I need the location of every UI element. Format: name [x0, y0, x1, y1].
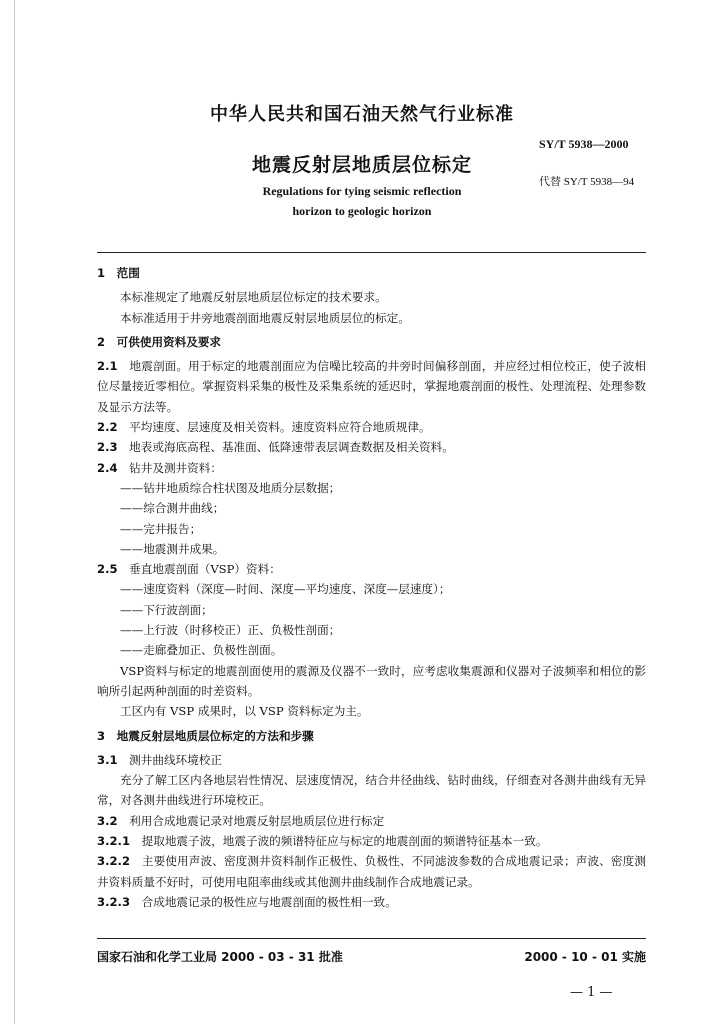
- clause-text: 地表或海底高程、基准面、低降速带表层调查数据及相关资料。: [129, 440, 454, 455]
- clause-number: 3.2.3: [97, 894, 131, 909]
- clause: [97, 811, 646, 831]
- section-heading: 3 地震反射层地质层位标定的方法和步骤: [97, 728, 314, 743]
- effective-date: 2000 - 10 - 01 实施: [524, 950, 646, 964]
- clause-number: 2.3: [97, 440, 118, 455]
- clause-text: 合成地震记录的极性应与地震剖面的极性相一致。: [141, 894, 397, 909]
- clause: [97, 458, 646, 478]
- clause-text: 垂直地震剖面（VSP）资料：: [129, 562, 281, 577]
- clause-number: 2.5: [97, 562, 118, 577]
- list-item: ——下行波剖面；: [120, 602, 213, 617]
- paragraph: 本标准规定了地震反射层地质层位标定的技术要求。: [120, 290, 387, 305]
- clause-text: 主要使用声波、密度测井资料制作正极性、负极性、不同滤波参数的合成地震记录；声波、密度测井资料质量不好时，可使用电阻率曲线或其他测井曲线制作合成地震记录。: [97, 854, 646, 889]
- document-title-cn: 地震反射层地质层位标定: [251, 154, 472, 176]
- list-item: ——上行波（时移校正）正、负极性剖面；: [120, 623, 341, 638]
- header-divider: [97, 252, 646, 253]
- clause: [97, 417, 646, 437]
- list-item: ——地震测井成果。: [120, 541, 225, 556]
- clause-text: 平均速度、层速度及相关资料。速度资料应符合地质规律。: [129, 420, 431, 435]
- paragraph: 工区内有 VSP 成果时，以 VSP 资料标定为主。: [120, 704, 369, 719]
- clause: [97, 892, 646, 912]
- document-body: [97, 263, 646, 912]
- footer-divider: [97, 938, 646, 939]
- list-item: ——走廊叠加正、负极性剖面。: [120, 643, 283, 658]
- standard-number: SY/T 5938—2000: [539, 137, 629, 151]
- page-number: — 1 —: [570, 985, 613, 1000]
- clause-text: 提取地震子波，地震子波的频谱特征应与标定的地震剖面的频谱特征基本一致。: [141, 834, 548, 849]
- clause: [97, 437, 646, 457]
- clause-text: 利用合成地震记录对地震反射层地质层位进行标定: [129, 813, 385, 828]
- list-item: ——综合测井曲线；: [120, 501, 225, 516]
- clause: [97, 851, 646, 892]
- clause-number: 2.2: [97, 420, 118, 435]
- clause-text: 地震剖面。用于标定的地震剖面应为信噪比较高的井旁时间偏移剖面，并应经过相位校正，使子波相位尽量接近零相位。掌握资料采集的极性及采集系统的延迟时，掌握地震剖面的极性、处理流程、处理参数及显示方法等。: [97, 359, 646, 414]
- paragraph: 本标准适用于井旁地震剖面地震反射层地质层位的标定。: [120, 310, 410, 325]
- approval-date: 国家石油和化学工业局 2000 - 03 - 31 批准: [97, 950, 343, 964]
- section-heading: 2 可供使用资料及要求: [97, 334, 222, 349]
- replaces-standard: 代替 SY/T 5938—94: [539, 176, 635, 188]
- clause: [97, 831, 646, 851]
- clause-text: 测井曲线环境校正: [129, 752, 222, 767]
- paragraph: 充分了解工区内各地层岩性情况、层速度情况，结合井径曲线、钻时曲线，仔细查对各测井曲线有无异常，对各测井曲线进行环境校正。: [97, 773, 646, 808]
- standard-organization-header: 中华人民共和国石油天然气行业标准: [210, 104, 514, 125]
- list-item: ——速度资料（深度—时间、深度—平均速度、深度—层速度）；: [120, 582, 451, 597]
- paragraph: VSP资料与标定的地震剖面使用的震源及仪器不一致时，应考虑收集震源和仪器对子波频率和相位的影响所引起两种剖面的时差资料。: [97, 663, 646, 698]
- clause-text: 钻井及测井资料：: [129, 460, 222, 475]
- clause-number: 2.1: [97, 359, 118, 374]
- clause-number: 3.1: [97, 752, 118, 767]
- clause-number: 3.2: [97, 813, 118, 828]
- section-heading: 1 范围: [97, 266, 140, 280]
- clause-number: 2.4: [97, 460, 118, 475]
- list-item: ——钻井地质综合柱状图及地质分层数据；: [120, 480, 341, 495]
- clause-number: 3.2.1: [97, 834, 131, 849]
- document-title-en-line2: horizon to geologic horizon: [292, 204, 432, 218]
- document-title-en-line1: Regulations for tying seismic reflection: [262, 184, 462, 198]
- clause: [97, 559, 646, 579]
- list-item: ——完井报告；: [120, 521, 202, 536]
- clause: [97, 750, 646, 770]
- clause-number: 3.2.2: [97, 854, 131, 869]
- clause: [97, 356, 646, 417]
